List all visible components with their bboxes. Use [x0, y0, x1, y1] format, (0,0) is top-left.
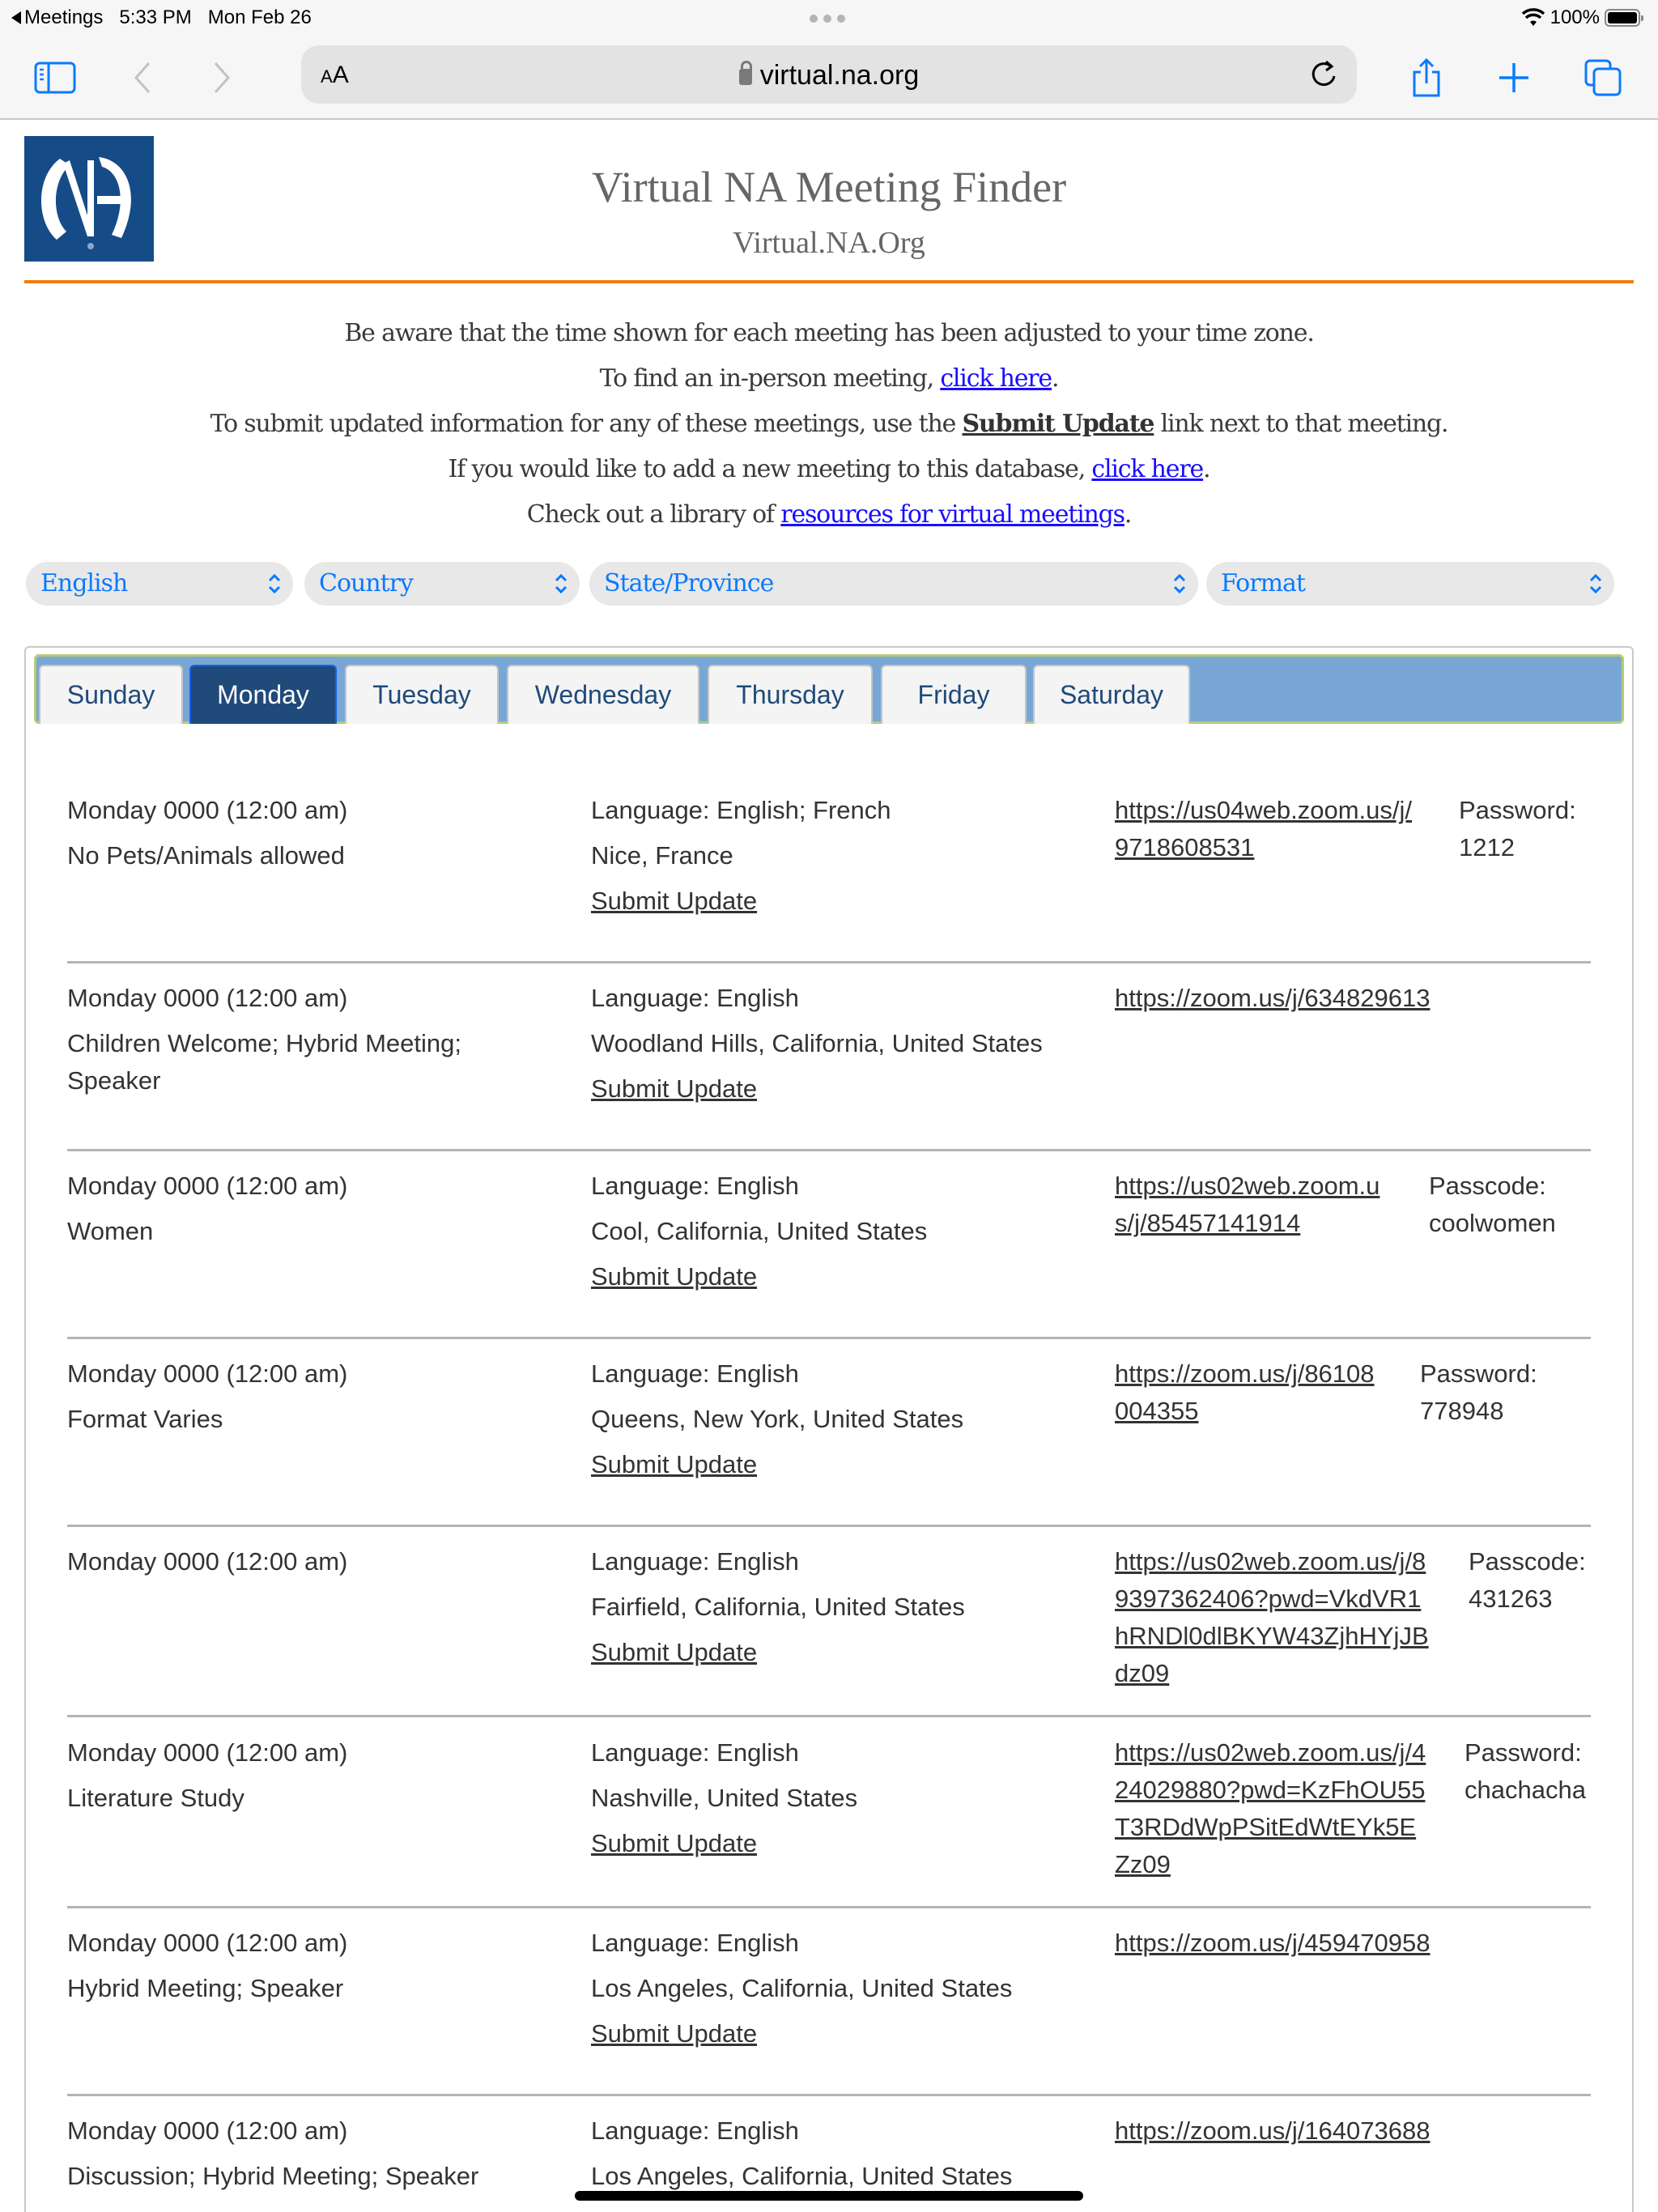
- credential-value: chachacha: [1465, 1776, 1586, 1804]
- meeting-language: Language: English: [591, 1359, 799, 1388]
- meeting-location: Nice, France: [591, 841, 733, 870]
- credential-label: Password:: [1420, 1359, 1537, 1388]
- day-tabs: [34, 654, 1624, 724]
- chevron-up-down-icon: [1588, 572, 1603, 595]
- status-time: 5:33 PM: [119, 6, 192, 28]
- multitasking-dots-icon[interactable]: [810, 15, 845, 23]
- submit-update-link[interactable]: Submit Update: [591, 1450, 758, 1478]
- zoom-link[interactable]: https://zoom.us/j/164073688: [1115, 2116, 1431, 2145]
- site-title: Virtual NA Meeting Finder: [591, 163, 1067, 211]
- credential-value: 431263: [1469, 1585, 1553, 1613]
- forward-icon[interactable]: [198, 53, 246, 102]
- zoom-link[interactable]: [1115, 1359, 1375, 1425]
- back-icon[interactable]: [118, 53, 167, 102]
- reload-icon[interactable]: [1307, 57, 1342, 92]
- url-text: virtual.na.org: [759, 60, 920, 91]
- submit-update-link[interactable]: Submit Update: [591, 2019, 758, 2048]
- credential-label: Passcode:: [1469, 1547, 1586, 1576]
- credential-value: 778948: [1420, 1397, 1504, 1425]
- row-divider: [67, 1715, 1591, 1717]
- submit-update-link[interactable]: Submit Update: [591, 1638, 758, 1666]
- zoom-link-text: https://us02web.zoom.us/j/8: [1115, 1547, 1426, 1576]
- zoom-link-text: hRNDl0dlBKYW43ZjhHYjJB: [1115, 1622, 1429, 1650]
- zoom-link[interactable]: https://zoom.us/j/459470958: [1115, 1929, 1431, 1957]
- submit-update-text-end: link next to that meeting.: [1154, 410, 1448, 438]
- tab-friday[interactable]: Friday: [881, 665, 1027, 724]
- site-subtitle: Virtual.NA.Org: [733, 226, 925, 260]
- zoom-link-text: s/j/85457141914: [1115, 1209, 1301, 1237]
- meeting-time: Monday 0000 (12:00 am): [67, 1359, 348, 1388]
- home-indicator[interactable]: [575, 2191, 1083, 2201]
- timezone-notice: Be aware that the time shown for each meeting has been adjusted to your time zone.: [344, 319, 1314, 347]
- format-select-value: Format: [1221, 569, 1305, 598]
- tab-tuesday[interactable]: Tuesday: [345, 665, 499, 724]
- battery-icon: [1605, 9, 1640, 27]
- zoom-link-text: 004355: [1115, 1397, 1199, 1425]
- tab-monday[interactable]: Monday: [189, 665, 337, 724]
- tabs-overview-icon[interactable]: [1579, 53, 1627, 102]
- zoom-link-text: https://us02web.zoom.us/j/4: [1115, 1738, 1426, 1767]
- meeting-format: Literature Study: [67, 1784, 244, 1812]
- meeting-location: Los Angeles, California, United States: [591, 2162, 1013, 2190]
- meeting-location: Nashville, United States: [591, 1784, 858, 1812]
- back-triangle-icon: [11, 11, 21, 24]
- submit-update-link[interactable]: Submit Update: [591, 1074, 758, 1103]
- header-divider: [24, 280, 1634, 283]
- language-select[interactable]: [26, 562, 293, 606]
- zoom-link-text: https://us02web.zoom.u: [1115, 1172, 1380, 1200]
- credential-value: 1212: [1459, 833, 1515, 861]
- meeting-time: Monday 0000 (12:00 am): [67, 1929, 348, 1957]
- tab-wednesday[interactable]: Wednesday: [507, 665, 699, 724]
- resources-text: Check out a library of: [526, 500, 781, 529]
- wifi-icon: [1521, 8, 1545, 28]
- row-divider: [67, 2094, 1591, 2096]
- zoom-link-text: Zz09: [1115, 1850, 1171, 1878]
- tab-sunday[interactable]: Sunday: [39, 665, 183, 724]
- meeting-format: No Pets/Animals allowed: [67, 841, 345, 870]
- lock-icon: [739, 69, 752, 85]
- filter-row: [0, 562, 1658, 606]
- status-date: Mon Feb 26: [207, 6, 312, 28]
- submit-update-text: To submit updated information for any of these meetings, use the: [210, 410, 963, 438]
- meeting-language: Language: English: [591, 984, 799, 1012]
- meeting-location: Cool, California, United States: [591, 1217, 928, 1245]
- chevron-up-down-icon: [554, 572, 568, 595]
- status-bar: [0, 0, 1658, 37]
- credential-label: Password:: [1465, 1738, 1582, 1767]
- meeting-time: Monday 0000 (12:00 am): [67, 1172, 348, 1200]
- in-person-link[interactable]: click here: [940, 364, 1052, 393]
- back-app-label: Meetings: [24, 6, 104, 28]
- meeting-time: Monday 0000 (12:00 am): [67, 1547, 348, 1576]
- back-to-app[interactable]: [11, 6, 103, 29]
- in-person-notice: [0, 356, 1658, 402]
- sidebar-icon[interactable]: [31, 53, 79, 102]
- credential-label: Password:: [1459, 796, 1576, 824]
- state-select-value: State/Province: [604, 569, 774, 598]
- punct: .: [1052, 364, 1059, 393]
- submit-update-link[interactable]: Submit Update: [591, 887, 758, 915]
- meeting-time: Monday 0000 (12:00 am): [67, 1738, 348, 1767]
- address-bar[interactable]: [301, 45, 1357, 104]
- zoom-link-text: 9397362406?pwd=VkdVR1: [1115, 1585, 1422, 1613]
- zoom-link-text: 9718608531: [1115, 833, 1255, 861]
- text-size-button[interactable]: AA: [321, 62, 349, 88]
- punct: .: [1203, 455, 1210, 483]
- zoom-link[interactable]: [1115, 796, 1412, 861]
- meeting-location: Fairfield, California, United States: [591, 1593, 965, 1621]
- meeting-format: Format Varies: [67, 1405, 223, 1433]
- meeting-language: Language: English; French: [591, 796, 891, 824]
- in-person-text: To find an in-person meeting,: [599, 364, 941, 393]
- submit-update-link[interactable]: Submit Update: [591, 1829, 758, 1857]
- zoom-link[interactable]: [1115, 1547, 1429, 1687]
- resources-link[interactable]: resources for virtual meetings: [780, 500, 1124, 529]
- zoom-link[interactable]: [1115, 1738, 1426, 1878]
- resources-notice: [0, 492, 1658, 538]
- state-province-select[interactable]: [589, 562, 1198, 606]
- meeting-format: Women: [67, 1217, 154, 1245]
- meeting-language: Language: English: [591, 1547, 799, 1576]
- country-select-value: Country: [319, 569, 414, 598]
- zoom-link-text: https://zoom.us/j/86108: [1115, 1359, 1375, 1388]
- submit-update-emphasis: Submit Update: [962, 410, 1154, 438]
- battery-percent: 100%: [1550, 6, 1600, 28]
- row-divider: [67, 1149, 1591, 1151]
- meeting-time: Monday 0000 (12:00 am): [67, 984, 348, 1012]
- meeting-language: Language: English: [591, 2116, 799, 2145]
- meeting-language: Language: English: [591, 1738, 799, 1767]
- chevron-up-down-icon: [267, 572, 282, 595]
- row-divider: [67, 1337, 1591, 1339]
- credential-label: Passcode:: [1429, 1172, 1546, 1200]
- notice-block: [0, 311, 1658, 538]
- zoom-link-text: https://us04web.zoom.us/j/: [1115, 796, 1413, 824]
- format-select[interactable]: [1206, 562, 1614, 606]
- chevron-up-down-icon: [1172, 572, 1187, 595]
- zoom-link-text: dz09: [1115, 1659, 1170, 1687]
- meeting-location: Queens, New York, United States: [591, 1405, 964, 1433]
- new-tab-icon[interactable]: [1490, 53, 1538, 102]
- tab-saturday[interactable]: Saturday: [1033, 665, 1190, 724]
- tab-thursday[interactable]: Thursday: [708, 665, 873, 724]
- meeting-location: Los Angeles, California, United States: [591, 1974, 1013, 2002]
- zoom-link-text: 24029880?pwd=KzFhOU55: [1115, 1776, 1426, 1804]
- punct: .: [1124, 500, 1132, 529]
- language-select-value: English: [40, 569, 128, 598]
- submit-update-notice: [0, 402, 1658, 447]
- meeting-format: Discussion; Hybrid Meeting; Speaker: [67, 2162, 479, 2190]
- share-icon[interactable]: [1402, 53, 1451, 102]
- meeting-time: Monday 0000 (12:00 am): [67, 796, 348, 824]
- row-divider: [67, 961, 1591, 963]
- meeting-language: Language: English: [591, 1172, 799, 1200]
- meeting-format: Hybrid Meeting; Speaker: [67, 1974, 344, 2002]
- zoom-link-text: T3RDdWpPSitEdWtEYk5E: [1115, 1813, 1417, 1841]
- submit-update-link[interactable]: Submit Update: [591, 1262, 758, 1291]
- zoom-link[interactable]: https://zoom.us/j/634829613: [1115, 984, 1431, 1012]
- add-meeting-text: If you would like to add a new meeting to this database,: [448, 455, 1092, 483]
- zoom-link[interactable]: [1115, 1172, 1380, 1237]
- meeting-time: Monday 0000 (12:00 am): [67, 2116, 348, 2145]
- add-meeting-link[interactable]: click here: [1091, 455, 1204, 483]
- credential-value: coolwomen: [1429, 1209, 1556, 1237]
- meeting-language: Language: English: [591, 1929, 799, 1957]
- row-divider: [67, 1906, 1591, 1908]
- browser-toolbar: [0, 37, 1658, 120]
- country-select[interactable]: [304, 562, 580, 606]
- meeting-format: Children Welcome; Hybrid Meeting; Speaker: [67, 1029, 462, 1095]
- meeting-location: Woodland Hills, California, United States: [591, 1029, 1043, 1057]
- row-divider: [67, 1525, 1591, 1527]
- add-meeting-notice: [0, 447, 1658, 492]
